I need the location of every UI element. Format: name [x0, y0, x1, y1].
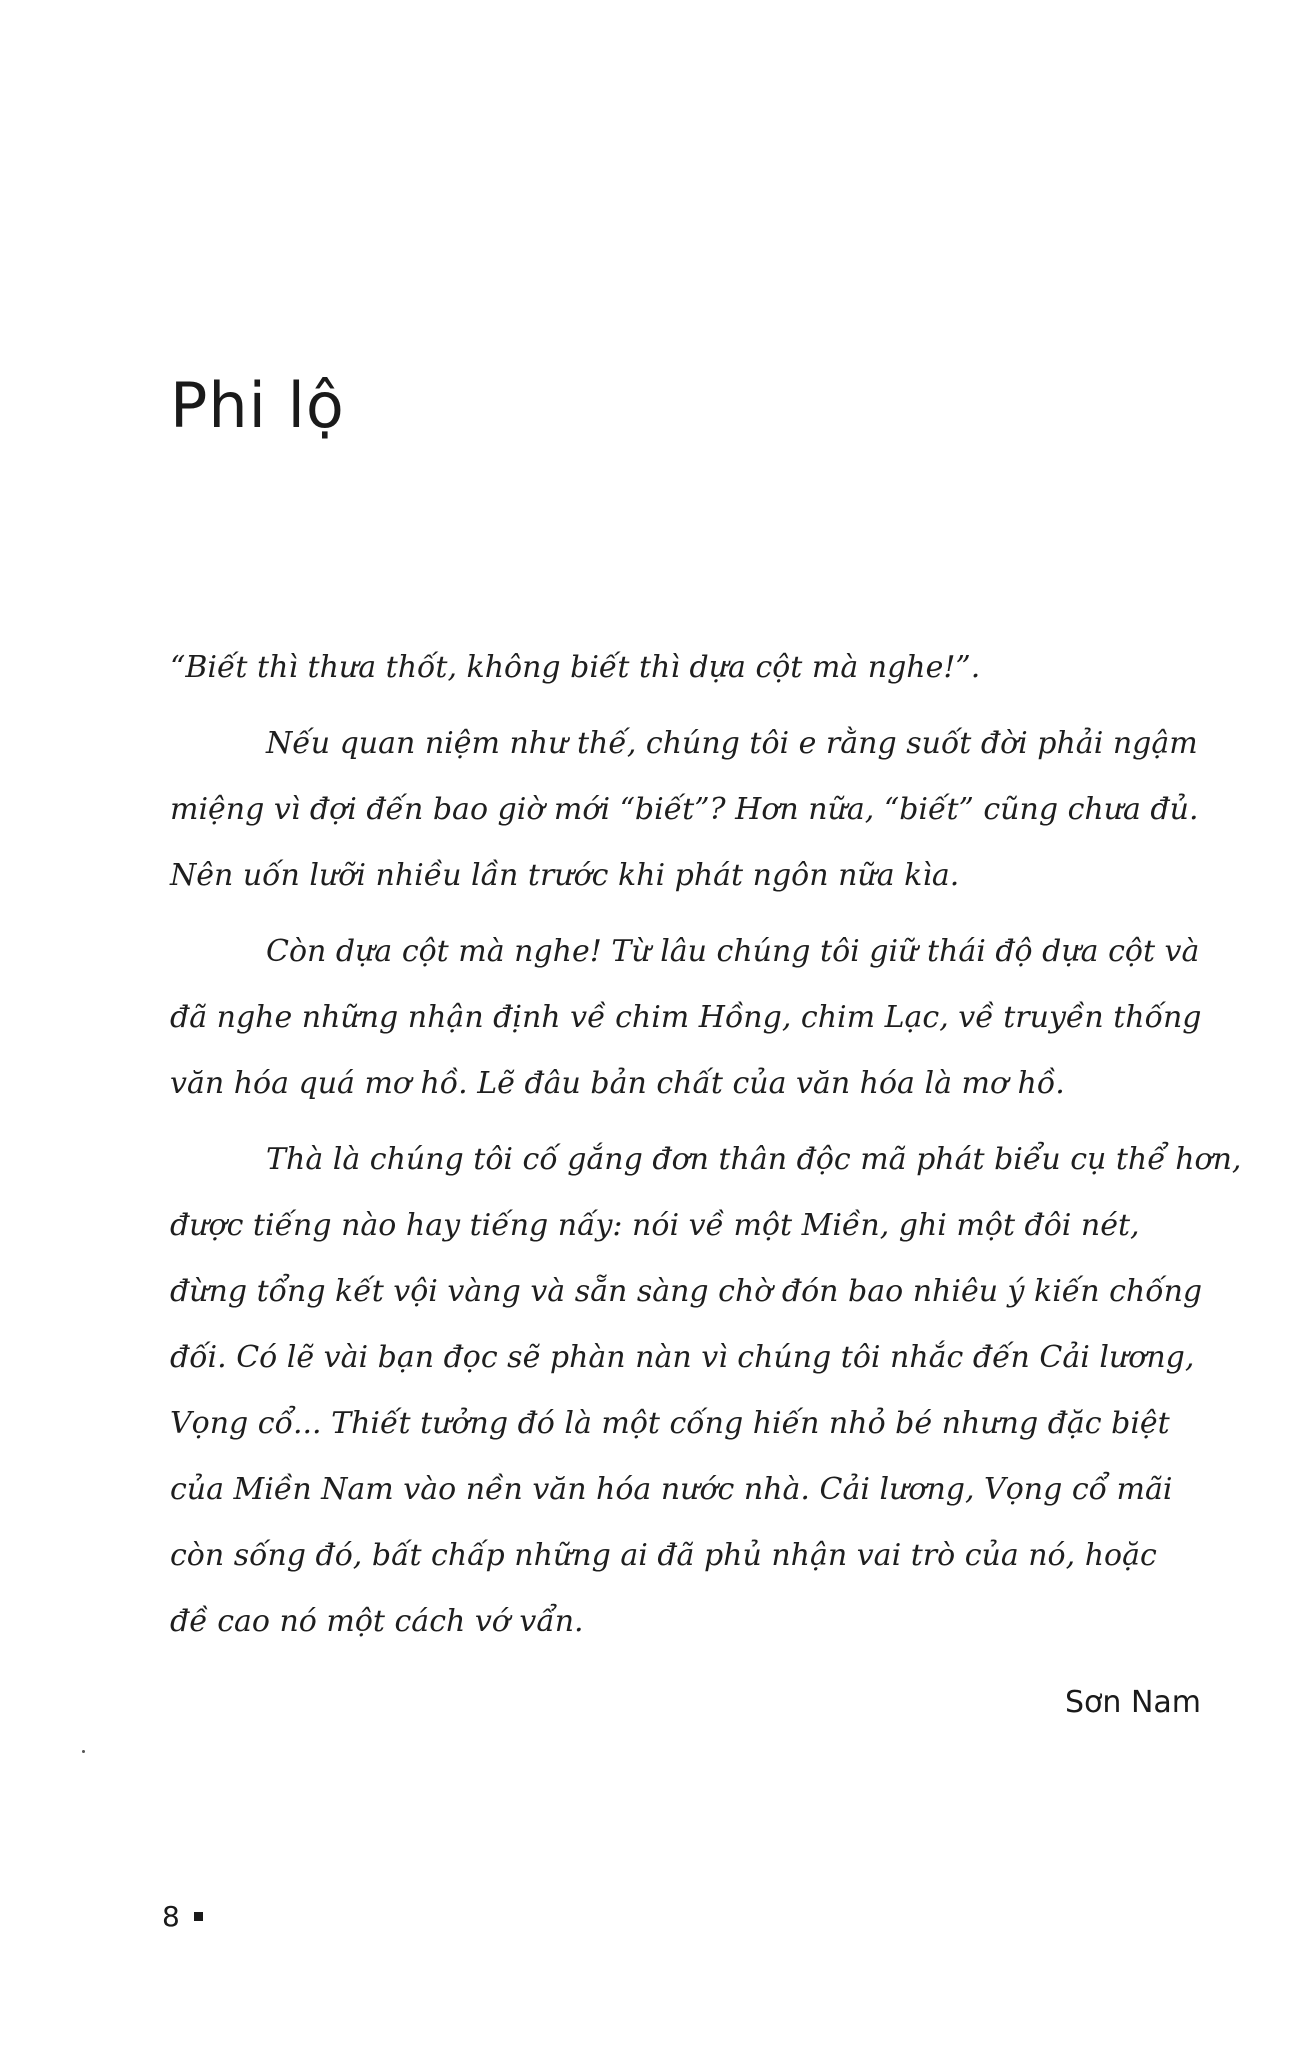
text-line: miệng vì đợi đến bao giờ mới “biết”? Hơn nữa, “biết” cũng chưa đủ.: [170, 792, 1199, 827]
text-line: “Biết thì thưa thốt, không biết thì dựa cột mà nghe!”.: [170, 650, 981, 685]
paragraph-4: [170, 1127, 1242, 1655]
text-line: đừng tổng kết vội vàng và sẵn sàng chờ đón bao nhiêu ý kiến chống: [170, 1274, 1203, 1309]
chapter-title: Phi lộ: [170, 369, 345, 442]
text-line: Nên uốn lưỡi nhiều lần trước khi phát ngôn nữa kìa.: [170, 858, 960, 893]
page-number-footer: [162, 1900, 203, 1933]
paragraph-2: [170, 711, 1205, 909]
square-bullet-icon: [194, 1912, 203, 1921]
preface-body: [170, 635, 1242, 1665]
text-line: được tiếng nào hay tiếng nấy: nói về một Miền, ghi một đôi nét,: [170, 1208, 1140, 1243]
text-line: Vọng cổ... Thiết tưởng đó là một cống hiến nhỏ bé nhưng đặc biệt: [170, 1406, 1170, 1441]
text-line: còn sống đó, bất chấp những ai đã phủ nhận vai trò của nó, hoặc: [170, 1538, 1157, 1573]
text-line: đã nghe những nhận định về chim Hồng, chim Lạc, về truyền thống: [170, 1000, 1202, 1035]
author-signature: Sơn Nam: [1065, 1685, 1201, 1720]
page-number: 8: [162, 1900, 180, 1933]
text-line: Còn dựa cột mà nghe! Từ lâu chúng tôi giữ thái độ dựa cột và: [266, 934, 1200, 969]
paragraph-3: [170, 919, 1205, 1117]
text-line: của Miền Nam vào nền văn hóa nước nhà. Cải lương, Vọng cổ mãi: [170, 1472, 1173, 1507]
paragraph-1: [170, 635, 1205, 701]
text-line: đối. Có lẽ vài bạn đọc sẽ phàn nàn vì chúng tôi nhắc đến Cải lương,: [170, 1340, 1195, 1375]
print-speck: [82, 1750, 85, 1753]
text-line: Nếu quan niệm như thế, chúng tôi e rằng suốt đời phải ngậm: [266, 726, 1198, 761]
text-line: đề cao nó một cách vớ vẩn.: [170, 1604, 584, 1639]
text-line: văn hóa quá mơ hồ. Lẽ đâu bản chất của văn hóa là mơ hồ.: [170, 1066, 1065, 1101]
text-line: Thà là chúng tôi cố gắng đơn thân độc mã phát biểu cụ thể hơn,: [266, 1142, 1242, 1177]
